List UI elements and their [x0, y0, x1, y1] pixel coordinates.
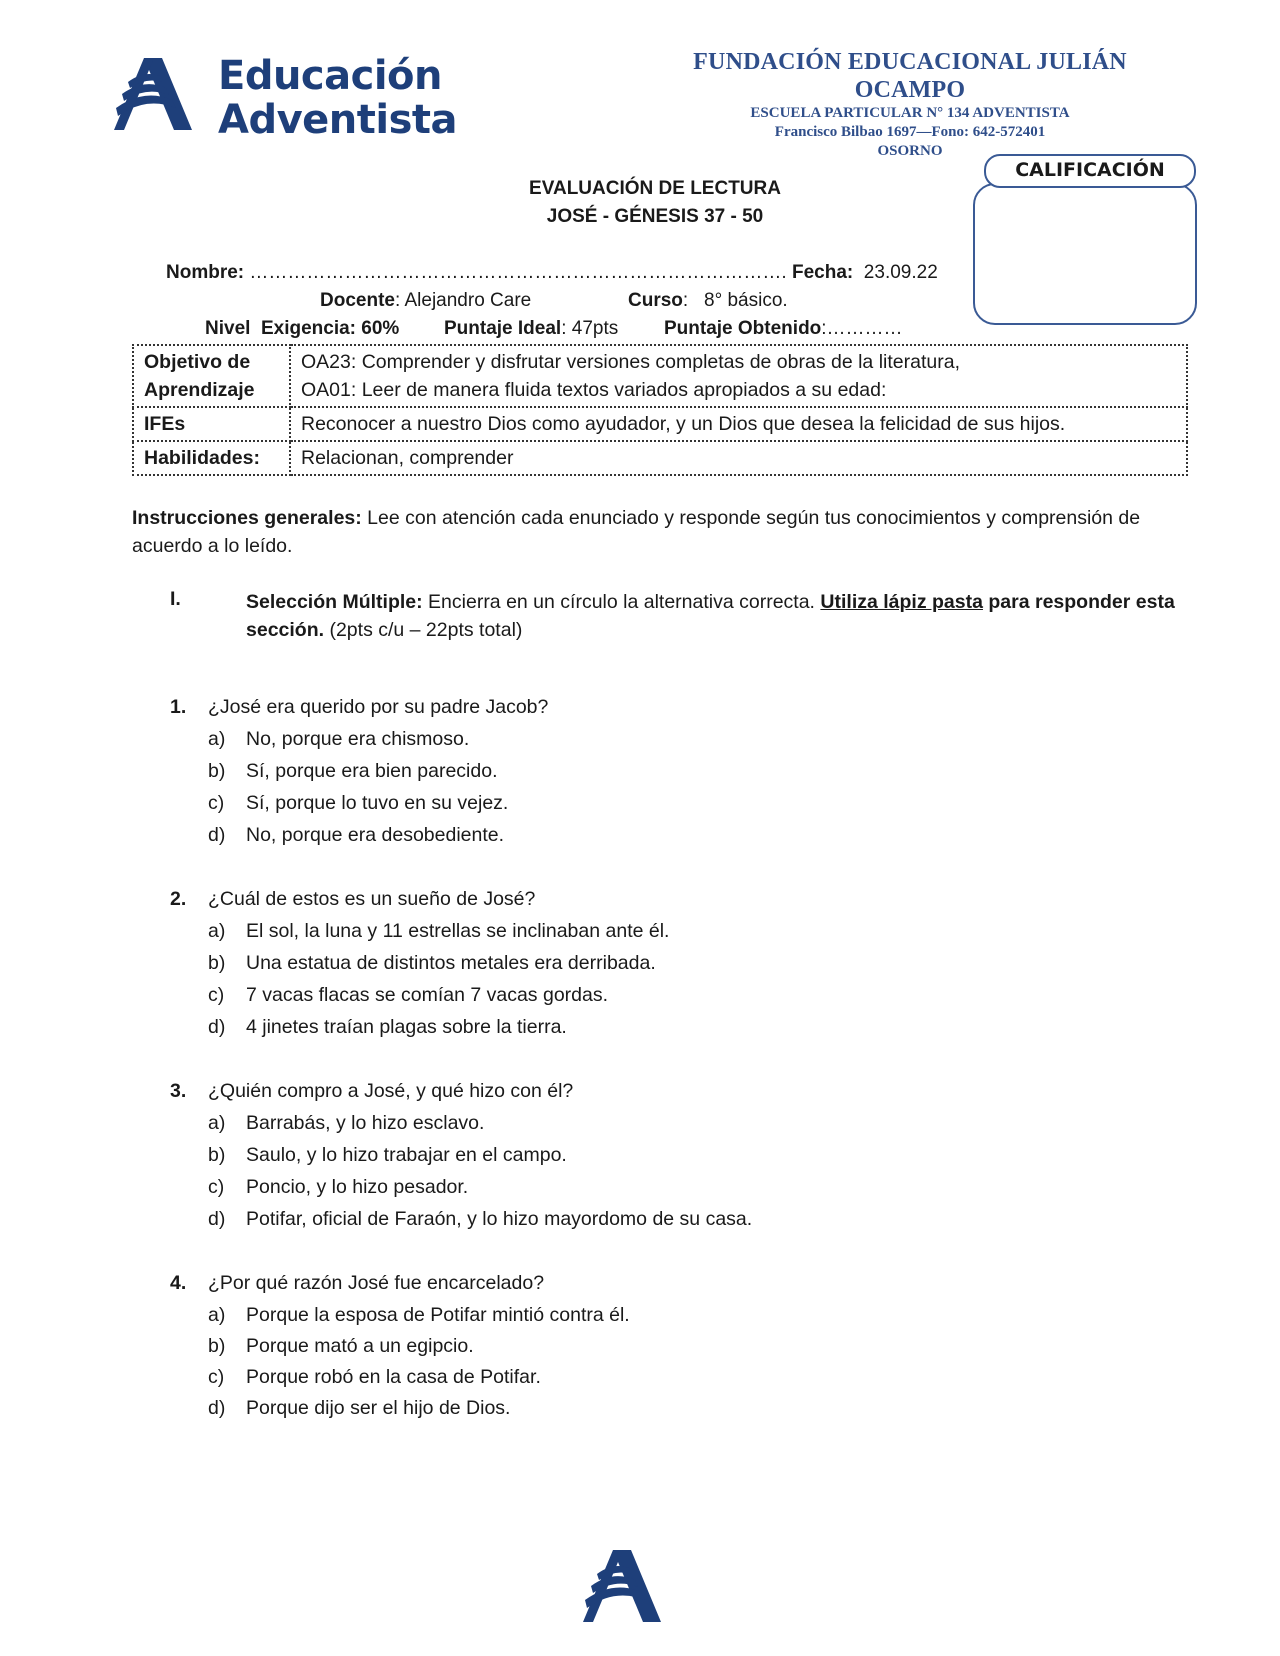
curso-line [628, 290, 788, 312]
nombre-value[interactable]: …………………………………………………………………………. [244, 262, 787, 283]
table-row [133, 407, 1187, 441]
school-name: ESCUELA PARTICULAR N° 134 ADVENTISTA [750, 105, 1070, 121]
question-3 [170, 1080, 573, 1103]
logo-wordmark [218, 54, 457, 142]
option-letter: b) [208, 1335, 226, 1357]
calificacion-box[interactable] [973, 183, 1197, 325]
habilidades-value: Relacionan, comprender [290, 441, 1187, 475]
option-3a[interactable] [208, 1112, 484, 1135]
option-text: Saulo, y lo hizo trabajar en el campo. [246, 1144, 567, 1166]
question-text: ¿Quién compro a José, y qué hizo con él? [208, 1080, 574, 1102]
option-text: El sol, la luna y 11 estrellas se inclinaban ante él. [246, 920, 670, 942]
exam-title: EVALUACIÓN DE LECTURA [529, 178, 781, 199]
docente-value: : Alejandro Care [394, 290, 532, 311]
nombre-line[interactable] [166, 262, 787, 284]
option-text: Porque robó en la casa de Potifar. [246, 1366, 541, 1388]
objetivo-value [290, 345, 1187, 407]
logo-line-1: Educación [218, 53, 443, 99]
question-4 [170, 1272, 544, 1295]
puntaje-ideal-value: : 47pts [561, 318, 619, 339]
question-1 [170, 696, 548, 719]
section-points: (2pts c/u – 22pts total) [324, 619, 523, 641]
objetivo-key-line-2: Aprendizaje [144, 379, 255, 401]
docente-line [320, 290, 531, 312]
table-row [133, 441, 1187, 475]
option-3c[interactable] [208, 1176, 468, 1199]
option-1d[interactable] [208, 824, 504, 847]
option-text: Potifar, oficial de Faraón, y lo hizo mayordomo de su casa. [246, 1208, 753, 1230]
option-letter: d) [208, 1208, 226, 1230]
option-4c[interactable] [208, 1366, 541, 1389]
question-number: 3. [170, 1080, 187, 1102]
instructions-text: Lee con atención cada enunciado y responde según tus conocimientos y comprensión de acuerdo a lo leído. [132, 507, 1141, 557]
puntaje-obtenido-label: Puntaje Obtenido [664, 318, 822, 339]
nombre-label: Nombre: [166, 262, 245, 283]
option-text: 7 vacas flacas se comían 7 vacas gordas. [246, 984, 609, 1006]
section-header [246, 588, 1186, 644]
ifes-key: IFEs [133, 407, 290, 441]
option-4d[interactable] [208, 1397, 510, 1420]
objectives-table [132, 344, 1188, 476]
option-text: Una estatua de distintos metales era derribada. [246, 952, 656, 974]
fecha-value: 23.09.22 [853, 262, 938, 283]
ifes-value: Reconocer a nuestro Dios como ayudador, y un Dios que desea la felicidad de sus hijos. [290, 407, 1187, 441]
option-2a[interactable] [208, 920, 669, 943]
section-number: I. [170, 588, 181, 610]
general-instructions [132, 504, 1182, 560]
option-letter: d) [208, 1397, 226, 1419]
option-3b[interactable] [208, 1144, 567, 1167]
option-1a[interactable] [208, 728, 469, 751]
option-text: Porque mató a un egipcio. [246, 1335, 474, 1357]
school-city: OSORNO [877, 143, 943, 159]
fecha-label: Fecha: [792, 262, 854, 283]
footer-logo-icon [582, 1550, 662, 1622]
option-2d[interactable] [208, 1016, 567, 1039]
nivel-line [205, 318, 399, 340]
calificacion-label: CALIFICACIÓN [984, 154, 1196, 188]
option-letter: a) [208, 728, 226, 750]
option-letter: c) [208, 1366, 225, 1388]
option-letter: d) [208, 824, 226, 846]
fecha-line [792, 262, 938, 284]
section-emph-rest: para responder esta sección. [246, 591, 1175, 641]
section-emph-underlined: Utiliza lápiz pasta [820, 591, 983, 613]
section-text: Encierra en un círculo la alternativa correcta. [422, 591, 821, 613]
question-number: 2. [170, 888, 187, 910]
question-number: 1. [170, 696, 187, 718]
objetivo-value-line-2: OA01: Leer de manera fluida textos variados apropiados a su edad: [301, 379, 887, 401]
option-letter: a) [208, 1304, 226, 1326]
habilidades-key: Habilidades: [133, 441, 290, 475]
logo-line-2: Adventista [218, 97, 458, 143]
question-text: ¿Por qué razón José fue encarcelado? [208, 1272, 545, 1294]
question-text: ¿José era querido por su padre Jacob? [208, 696, 549, 718]
option-letter: b) [208, 760, 226, 782]
objetivo-key [133, 345, 290, 407]
option-2b[interactable] [208, 952, 656, 975]
option-text: Sí, porque lo tuvo en su vejez. [246, 792, 509, 814]
option-text: Poncio, y lo hizo pesador. [246, 1176, 469, 1198]
puntaje-obtenido-value[interactable]: :………… [821, 318, 903, 339]
option-4b[interactable] [208, 1335, 474, 1358]
option-text: No, porque era desobediente. [246, 824, 505, 846]
docente-label: Docente [320, 290, 395, 311]
school-address: Francisco Bilbao 1697—Fono: 642-572401 [774, 124, 1046, 140]
option-letter: a) [208, 1112, 226, 1134]
curso-value: : 8° básico. [682, 290, 788, 311]
section-title: Selección Múltiple: [246, 591, 423, 613]
option-text: No, porque era chismoso. [246, 728, 470, 750]
exam-subtitle: JOSÉ - GÉNESIS 37 - 50 [546, 206, 764, 227]
option-text: Porque dijo ser el hijo de Dios. [246, 1397, 511, 1419]
puntaje-ideal-line [444, 318, 618, 340]
foundation-name: FUNDACIÓN EDUCACIONAL JULIÁN OCAMPO [693, 49, 1127, 103]
table-row [133, 345, 1187, 407]
option-letter: a) [208, 920, 226, 942]
objetivo-value-line-1: OA23: Comprender y disfrutar versiones completas de obras de la literatura, [301, 351, 960, 373]
nivel-label: Nivel Exigencia: 60% [205, 318, 400, 339]
objetivo-key-line-1: Objetivo de [144, 351, 251, 373]
option-letter: b) [208, 1144, 226, 1166]
question-2 [170, 888, 535, 911]
question-text: ¿Cuál de estos es un sueño de José? [208, 888, 536, 910]
school-header [650, 48, 1170, 161]
option-1c[interactable] [208, 792, 508, 815]
puntaje-ideal-label: Puntaje Ideal [444, 318, 562, 339]
option-text: Sí, porque era bien parecido. [246, 760, 498, 782]
option-2c[interactable] [208, 984, 608, 1007]
option-text: 4 jinetes traían plagas sobre la tierra. [246, 1016, 567, 1038]
option-4a[interactable] [208, 1304, 630, 1327]
curso-label: Curso [628, 290, 683, 311]
puntaje-obtenido-line[interactable] [664, 318, 903, 340]
option-text: Barrabás, y lo hizo esclavo. [246, 1112, 485, 1134]
question-number: 4. [170, 1272, 187, 1294]
option-3d[interactable] [208, 1208, 752, 1231]
option-letter: d) [208, 1016, 226, 1038]
option-1b[interactable] [208, 760, 498, 783]
option-letter: c) [208, 984, 225, 1006]
adventist-logo-icon [114, 58, 192, 130]
option-letter: b) [208, 952, 226, 974]
option-text: Porque la esposa de Potifar mintió contra él. [246, 1304, 630, 1326]
option-letter: c) [208, 1176, 225, 1198]
option-letter: c) [208, 792, 225, 814]
instructions-label: Instrucciones generales: [132, 507, 362, 529]
